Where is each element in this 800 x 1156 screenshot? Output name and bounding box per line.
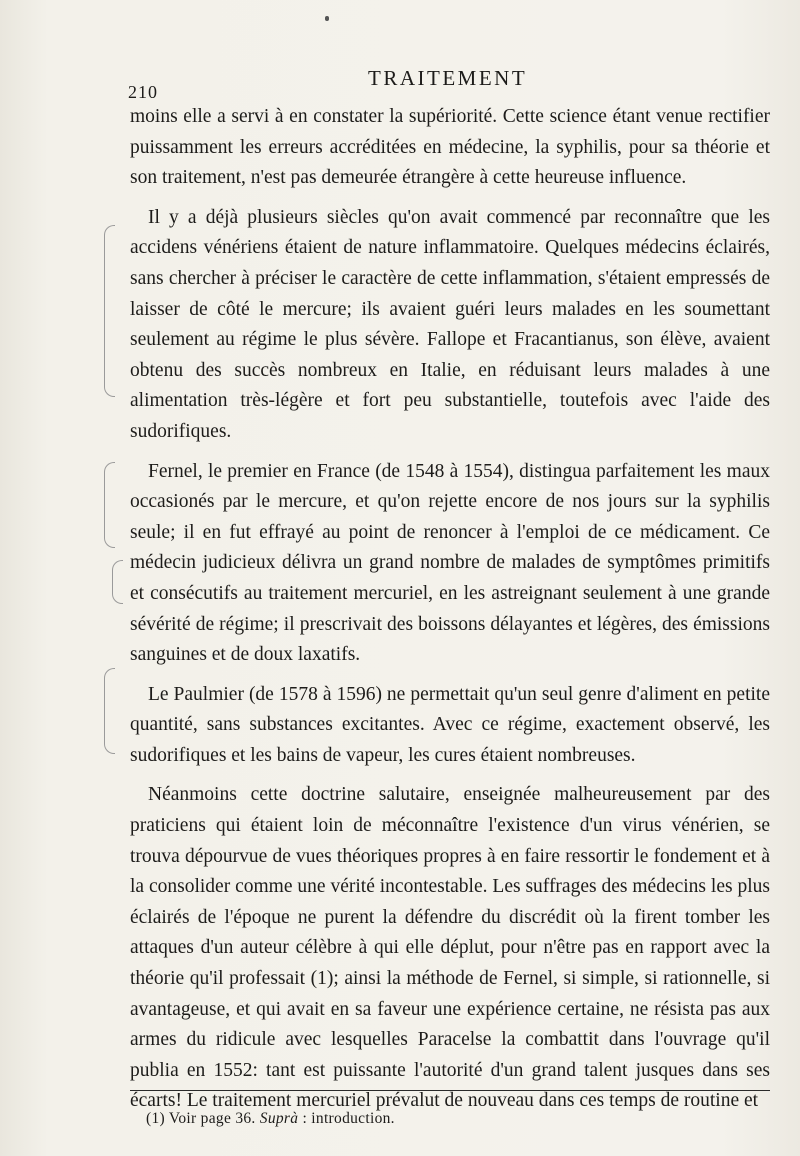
margin-bracket: [112, 560, 123, 604]
ink-speck: [325, 16, 329, 21]
paragraph: Le Paulmier (de 1578 à 1596) ne permettait qu'un seul genre d'aliment en petite quantité, sans substances excitantes. Avec ce régime, exactement observé, les sudorifiques et les bains de vapeur, les cures étaient nombreuses.: [130, 683, 770, 766]
footnote-rule: [130, 1090, 770, 1091]
paragraph: Néanmoins cette doctrine salutaire, enseignée malheureusement par des praticiens qui étaient loin de méconnaître l'existence d'un virus vénérien, se trouva dépourvue de vues théoriques propres à en faire ressortir le fondement et à la consolider comme une vérité incontestable. Les suffrages des médecins les plus éclairés de l'époque ne purent la défendre du discrédit où la firent tomber les attaques d'un auteur célèbre à qui elle déplut, pour n'être pas en rapport avec la théorie qu'il professait (1); ainsi la méthode de Fernel, si simple, si rationnelle, si avantageuse, et qui avait en sa faveur une expérience certaine, ne résista pas aux armes du ridicule avec lesquelles Paracelse la combattit dans l'ouvrage qu'il publia en 1552: tant est puissante l'autorité d'un grand talent jusques dans ses écarts! Le traitement mercuriel prévalut de nouveau dans ces temps de routine et: [130, 784, 770, 1112]
footnote-marker: (1): [146, 1110, 165, 1127]
running-title: TRAITEMENT: [368, 66, 528, 90]
body-text: [130, 102, 770, 1117]
margin-bracket: [104, 462, 115, 548]
paragraph-continuation: moins elle a servi à en constater la supériorité. Cette science étant venue rectifier puissamment les erreurs accréditées en médecine, la syphilis, pour sa théorie et son traitement, n'est pas demeurée étrangère à cette heureuse influence.: [130, 106, 770, 189]
margin-bracket: [104, 668, 115, 754]
margin-bracket: [104, 225, 115, 397]
footnote-text-end: : introduction.: [302, 1110, 395, 1127]
paragraph: Il y a déjà plusieurs siècles qu'on avait commencé par reconnaître que les accidens vénériens étaient de nature inflammatoire. Quelques médecins éclairés, sans chercher à préciser le caractère de cette inflammation, s'étaient empressés de laisser de côté le mercure; ils avaient guéri leurs malades en les soumettant seulement au régime le plus sévère. Fallope et Fracantianus, son élève, avaient obtenu des succès nombreux en Italie, en réduisant leurs malades à une alimentation très-légère et fort peu substantielle, toutefois avec l'aide des sudorifiques.: [130, 206, 770, 442]
running-head: [128, 64, 768, 104]
footnote-text: Voir page 36.: [168, 1110, 256, 1127]
footnote: [146, 1110, 395, 1128]
footnote-italic: Suprà: [259, 1110, 299, 1127]
page-number: 210: [128, 82, 158, 102]
paragraph: Fernel, le premier en France (de 1548 à 1554), distingua parfaitement les maux occasionés par le mercure, et qu'on rejette encore de nos jours sur la syphilis seule; il en fut effrayé au point de renoncer à l'emploi de ce médicament. Ce médecin judicieux délivra un grand nombre de malades de symptômes primitifs et consécutifs au traitement mercuriel, en les astreignant seulement à une grande sévérité de régime; il prescrivait des boissons délayantes et légères, des émissions sanguines et de doux laxatifs.: [130, 460, 770, 666]
